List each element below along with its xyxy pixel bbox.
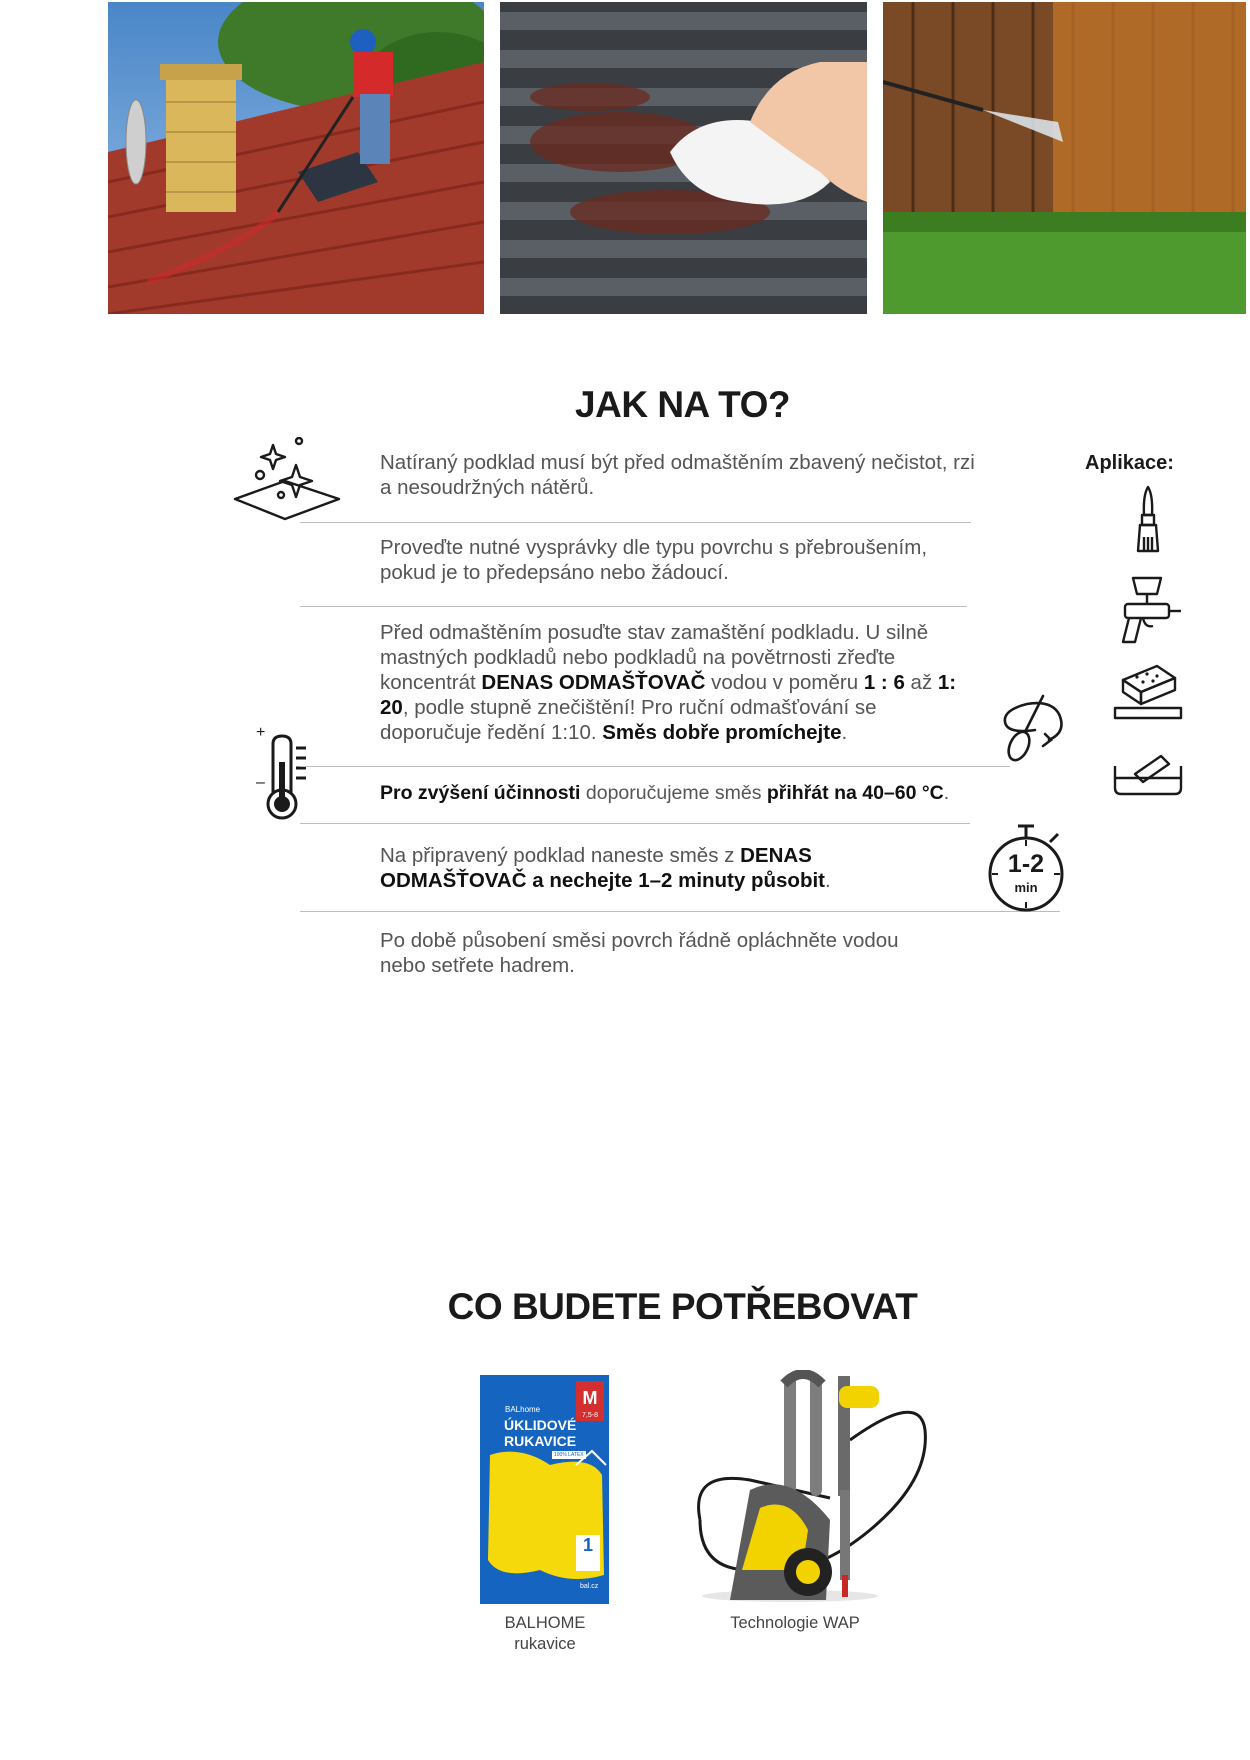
step-text-segment: 1 : 6 [863,671,905,694]
stir-spoon-icon [997,690,1069,768]
step-6-text [380,928,940,978]
step-text-segment: , podle stupně znečištění! Pro ruční odmašťování se doporučuje ředění 1:10. [380,696,877,744]
clean-surface-icon [233,437,343,523]
brush-icon [1131,485,1165,555]
glove-brand: BALhome [505,1405,541,1414]
needs-title: CO BUDETE POTŘEBOVAT [447,1286,918,1327]
glove-size-range: 7,5-8 [576,1411,604,1421]
step-divider [300,606,967,607]
step-text-segment: . [841,721,848,744]
step-text-segment: DENAS ODMAŠŤOVAČ [481,671,706,694]
timer-value: 1-2 [1007,850,1045,878]
step-divider [300,911,1060,912]
step-text-segment: Proveďte nutné vysprávky dle typu povrchu s přebroušením, pokud je to předepsáno nebo žádoucí. [380,536,928,584]
step-divider [300,823,970,824]
gloves-caption: BALHOME rukavice [504,1614,586,1653]
pressure-washer-image [690,1370,930,1610]
timer-icon [988,822,1068,914]
glove-title-2: RUKAVICE [504,1433,577,1449]
step-text-segment: vodou v poměru [705,671,864,694]
step-text-segment: Před odmaštěním posuďte stav zamaštění podkladu. U silně mastných podkladů nebo podkladů na povětrnosti zřeďte koncentrát [380,621,929,694]
step-text-segment: až [904,671,938,694]
thermometer-icon [254,724,314,822]
step-5-text [380,843,880,893]
glove-count: 1 [582,1535,593,1555]
spray-gun-icon [1113,576,1183,644]
glove-package-image [480,1375,609,1604]
step-text-segment: Po době působení směsi povrch řádně opláchněte vodou nebo setřete hadrem. [380,929,899,977]
thermometer-plus: + [256,724,266,741]
sponge-icon [1113,662,1183,724]
metal-degreasing-photo [500,2,867,314]
step-divider [300,766,1010,767]
glove-site: bal.cz [580,1583,599,1590]
step-text-segment: Směs dobře promíchejte [602,721,842,744]
washer-caption: Technologie WAP [730,1614,860,1632]
step-3-text [380,620,970,745]
step-1-text [380,450,980,500]
step-divider [300,522,971,523]
step-text-segment: přihřát na 40–60 °C [766,782,944,804]
step-text-segment: Natíraný podklad musí být před odmaštěním zbavený nečistot, rzi a nesoudržných nátěrů. [380,451,975,499]
step-4-text [380,781,980,806]
step-text-segment: Pro zvýšení účinnosti [380,782,581,804]
glove-title-1: ÚKLIDOVÉ [504,1417,577,1433]
roof-cleaning-photo [108,2,484,314]
step-text-segment: 1: 20 [380,671,957,719]
step-text-segment: Na připravený podklad naneste směs z [380,844,741,867]
timer-unit: min [1014,880,1038,895]
how-to-title: JAK NA TO? [575,384,790,425]
step-text-segment: doporučujeme směs [580,782,767,804]
thermometer-minus: – [256,774,265,791]
glove-size: M [576,1381,604,1411]
step-text-segment: . [943,782,950,804]
dip-tray-icon [1113,752,1183,798]
application-title: Aplikace: [1085,452,1174,474]
step-2-text [380,535,980,585]
glove-badge: 100% LATEX [554,1452,584,1458]
step-text-segment: DENAS ODMAŠŤOVAČ a nechejte 1–2 minuty působit [380,844,825,892]
fence-washing-photo [883,2,1246,314]
step-text-segment: . [825,869,831,892]
